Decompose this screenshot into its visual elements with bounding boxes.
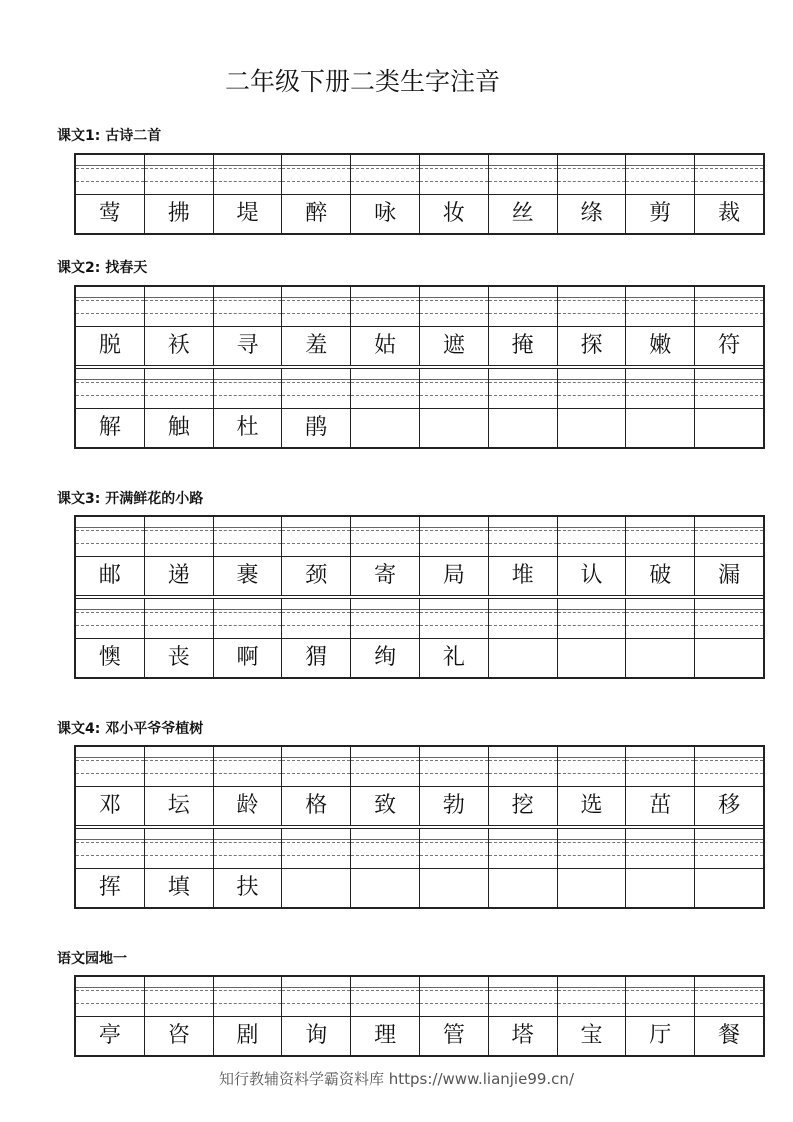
character-cell: 坛 (145, 787, 214, 825)
pinyin-cell[interactable] (145, 747, 214, 786)
grid-block (76, 747, 763, 825)
character-cell (489, 869, 558, 907)
pinyin-cell[interactable] (351, 977, 420, 1016)
pinyin-cell[interactable] (282, 517, 351, 556)
character-cell: 寄 (351, 557, 420, 595)
character-cell: 移 (718, 793, 741, 818)
pinyin-cell[interactable] (558, 829, 627, 868)
pinyin-cell[interactable] (145, 287, 214, 326)
pinyin-cell[interactable] (420, 287, 489, 326)
character-cell (695, 639, 763, 677)
character-cell (282, 869, 351, 907)
character-cell: 遮 (420, 327, 489, 365)
pinyin-cell[interactable] (420, 517, 489, 556)
section-label-lesson-3: 课文3: 开满鲜花的小路 (57, 491, 204, 507)
pinyin-cell[interactable] (489, 747, 558, 786)
character-cell: 杜 (214, 409, 283, 447)
pinyin-cell[interactable] (420, 977, 489, 1016)
pinyin-cell[interactable] (282, 747, 351, 786)
grid-block (76, 977, 763, 1055)
pinyin-cell[interactable] (145, 599, 214, 638)
pinyin-cell[interactable] (626, 155, 695, 194)
pinyin-cell[interactable] (558, 977, 627, 1016)
pinyin-cell[interactable] (626, 369, 695, 408)
pinyin-cell[interactable] (695, 287, 763, 326)
character-cell (558, 409, 627, 447)
character-cell: 选 (558, 787, 627, 825)
pinyin-cell[interactable] (282, 369, 351, 408)
character-cell: 厅 (626, 1017, 695, 1055)
character-row (76, 1017, 763, 1055)
pinyin-cell[interactable] (351, 747, 420, 786)
character-cell: 醉 (282, 195, 351, 233)
character-cell: 脱 (76, 327, 145, 365)
pinyin-cell[interactable] (76, 829, 145, 868)
pinyin-cell[interactable] (351, 287, 420, 326)
character-cell: 堆 (489, 557, 558, 595)
pinyin-cell[interactable] (282, 977, 351, 1016)
character-cell: 裹 (214, 557, 283, 595)
character-row (76, 869, 763, 907)
character-cell: 颈 (282, 557, 351, 595)
character-cell: 懊 (76, 639, 145, 677)
pinyin-cell[interactable] (558, 599, 627, 638)
grid-block (76, 825, 763, 907)
pinyin-cell[interactable] (489, 977, 558, 1016)
character-row (76, 787, 763, 825)
footer-watermark: 知行教辅资料学霸资料库 https://www.lianjie99.cn/ (219, 1070, 574, 1088)
pinyin-row (76, 287, 763, 327)
character-cell: 探 (558, 327, 627, 365)
pinyin-cell[interactable] (214, 369, 283, 408)
pinyin-cell[interactable] (558, 287, 627, 326)
pinyin-row (76, 829, 763, 869)
pinyin-cell[interactable] (420, 747, 489, 786)
pinyin-cell[interactable] (351, 829, 420, 868)
character-cell: 破 (626, 557, 695, 595)
character-cell: 咏 (351, 195, 420, 233)
grid-lesson-1 (74, 153, 765, 235)
character-cell: 勃 (420, 787, 489, 825)
pinyin-cell[interactable] (695, 977, 763, 1016)
character-cell: 鹃 (282, 409, 351, 447)
pinyin-cell[interactable] (626, 977, 695, 1016)
character-cell (420, 869, 489, 907)
character-cell: 格 (282, 787, 351, 825)
character-cell (351, 869, 420, 907)
pinyin-row (76, 599, 763, 639)
character-cell: 茁 (626, 787, 695, 825)
character-cell (351, 409, 420, 447)
pinyin-row (76, 747, 763, 787)
character-cell: 触 (145, 409, 214, 447)
character-cell (626, 639, 695, 677)
grid-lesson-3 (74, 515, 765, 679)
character-cell (695, 869, 763, 907)
pinyin-cell[interactable] (76, 155, 145, 194)
character-cell: 宝 (558, 1017, 627, 1055)
grid-block (76, 517, 763, 595)
pinyin-cell[interactable] (76, 599, 145, 638)
grid-block (76, 595, 763, 677)
pinyin-cell[interactable] (558, 517, 627, 556)
pinyin-cell[interactable] (351, 155, 420, 194)
character-cell: 填 (145, 869, 214, 907)
pinyin-row (76, 155, 763, 195)
pinyin-cell[interactable] (695, 369, 763, 408)
pinyin-cell[interactable] (214, 977, 283, 1016)
section-label-lesson-1: 课文1: 古诗二首 (57, 128, 162, 144)
character-cell: 邮 (76, 557, 145, 595)
pinyin-cell[interactable] (351, 369, 420, 408)
pinyin-cell[interactable] (76, 977, 145, 1016)
character-cell: 致 (351, 787, 420, 825)
character-cell: 塔 (489, 1017, 558, 1055)
character-cell: 堤 (214, 195, 283, 233)
character-cell (626, 869, 695, 907)
character-cell (558, 869, 627, 907)
character-cell: 嫩 (626, 327, 695, 365)
character-cell: 认 (558, 557, 627, 595)
section-label-lesson-2: 课文2: 找春天 (57, 260, 148, 276)
character-cell: 询 (282, 1017, 351, 1055)
grid-block (76, 287, 763, 365)
character-cell: 丧 (145, 639, 214, 677)
character-cell: 掩 (489, 327, 558, 365)
pinyin-cell[interactable] (489, 599, 558, 638)
character-cell: 裁 (718, 201, 741, 226)
grid-block (76, 155, 763, 233)
character-cell: 符 (718, 333, 741, 358)
character-cell: 礼 (420, 639, 489, 677)
page-title: 二年级下册二类生字注音 (225, 67, 501, 96)
pinyin-cell[interactable] (145, 369, 214, 408)
character-cell: 妆 (420, 195, 489, 233)
pinyin-cell[interactable] (489, 369, 558, 408)
pinyin-cell[interactable] (145, 517, 214, 556)
character-cell: 邓 (76, 787, 145, 825)
character-cell (420, 409, 489, 447)
pinyin-cell[interactable] (76, 369, 145, 408)
pinyin-cell[interactable] (489, 829, 558, 868)
pinyin-cell[interactable] (76, 287, 145, 326)
character-cell: 羞 (282, 327, 351, 365)
pinyin-cell[interactable] (214, 747, 283, 786)
pinyin-cell[interactable] (489, 517, 558, 556)
pinyin-cell[interactable] (351, 599, 420, 638)
pinyin-cell[interactable] (420, 155, 489, 194)
character-cell: 丝 (489, 195, 558, 233)
pinyin-cell[interactable] (76, 747, 145, 786)
character-cell: 龄 (214, 787, 283, 825)
pinyin-cell[interactable] (420, 369, 489, 408)
pinyin-cell[interactable] (420, 829, 489, 868)
pinyin-cell[interactable] (489, 287, 558, 326)
pinyin-cell[interactable] (695, 829, 763, 868)
pinyin-cell[interactable] (626, 599, 695, 638)
pinyin-cell[interactable] (351, 517, 420, 556)
pinyin-cell[interactable] (282, 287, 351, 326)
character-cell: 绦 (558, 195, 627, 233)
pinyin-row (76, 369, 763, 409)
character-cell (489, 409, 558, 447)
character-cell: 理 (351, 1017, 420, 1055)
pinyin-cell[interactable] (214, 155, 283, 194)
character-cell (695, 409, 763, 447)
pinyin-cell[interactable] (558, 747, 627, 786)
character-cell: 挥 (76, 869, 145, 907)
section-label-lesson-4: 课文4: 邓小平爷爷植树 (57, 721, 204, 737)
pinyin-row (76, 977, 763, 1017)
character-cell (558, 639, 627, 677)
character-cell (489, 639, 558, 677)
pinyin-cell[interactable] (282, 155, 351, 194)
pinyin-cell[interactable] (76, 517, 145, 556)
grid-lesson-4 (74, 745, 765, 909)
character-row (76, 409, 763, 447)
character-cell: 剪 (626, 195, 695, 233)
pinyin-cell[interactable] (282, 599, 351, 638)
character-cell: 漏 (718, 563, 741, 588)
character-row (76, 639, 763, 677)
character-cell: 绚 (351, 639, 420, 677)
character-cell: 啊 (214, 639, 283, 677)
pinyin-cell[interactable] (626, 829, 695, 868)
character-cell: 亭 (76, 1017, 145, 1055)
pinyin-cell[interactable] (214, 599, 283, 638)
pinyin-cell[interactable] (214, 517, 283, 556)
pinyin-cell[interactable] (558, 155, 627, 194)
character-cell: 递 (145, 557, 214, 595)
grid-block (76, 365, 763, 447)
pinyin-cell[interactable] (626, 517, 695, 556)
pinyin-cell[interactable] (145, 155, 214, 194)
pinyin-cell[interactable] (214, 287, 283, 326)
character-cell (626, 409, 695, 447)
pinyin-cell[interactable] (145, 829, 214, 868)
character-cell: 局 (420, 557, 489, 595)
character-cell: 扶 (214, 869, 283, 907)
character-cell: 挖 (489, 787, 558, 825)
pinyin-cell[interactable] (145, 977, 214, 1016)
pinyin-row (76, 517, 763, 557)
character-row (76, 195, 763, 233)
character-cell: 解 (76, 409, 145, 447)
pinyin-cell[interactable] (214, 829, 283, 868)
pinyin-cell[interactable] (626, 747, 695, 786)
pinyin-cell[interactable] (626, 287, 695, 326)
pinyin-cell[interactable] (695, 747, 763, 786)
character-cell: 袄 (145, 327, 214, 365)
grid-lesson-2 (74, 285, 765, 449)
character-cell: 咨 (145, 1017, 214, 1055)
character-row (76, 327, 763, 365)
character-cell: 餐 (718, 1023, 741, 1048)
pinyin-cell[interactable] (695, 155, 763, 194)
character-cell: 莺 (76, 195, 145, 233)
character-cell: 姑 (351, 327, 420, 365)
character-cell: 拂 (145, 195, 214, 233)
character-cell: 寻 (214, 327, 283, 365)
grid-chinese-garden-1 (74, 975, 765, 1057)
pinyin-cell[interactable] (489, 155, 558, 194)
character-cell: 猬 (282, 639, 351, 677)
pinyin-cell[interactable] (282, 829, 351, 868)
character-row (76, 557, 763, 595)
pinyin-cell[interactable] (695, 599, 763, 638)
pinyin-cell[interactable] (558, 369, 627, 408)
pinyin-cell[interactable] (420, 599, 489, 638)
section-label-chinese-garden-1: 语文园地一 (57, 951, 127, 967)
pinyin-cell[interactable] (695, 517, 763, 556)
character-cell: 剧 (214, 1017, 283, 1055)
character-cell: 管 (420, 1017, 489, 1055)
